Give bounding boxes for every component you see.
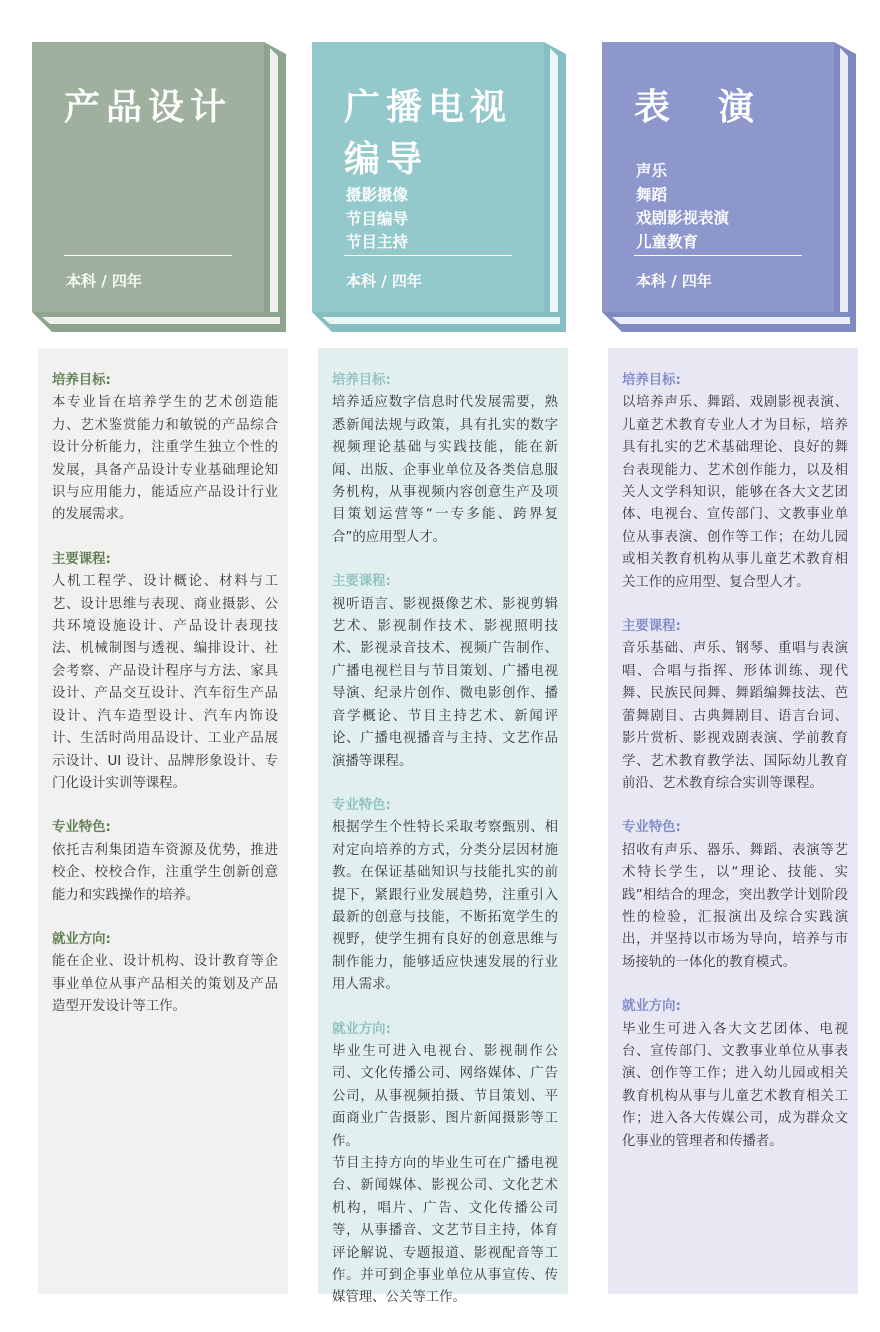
major-title: 广播电视 编导	[344, 87, 513, 180]
section-training-goal	[622, 370, 848, 594]
section-heading: 主要课程:	[52, 551, 111, 567]
sub-direction: 节目主持	[346, 233, 409, 251]
section-heading: 就业方向:	[332, 1021, 391, 1037]
section-heading: 专业特色:	[622, 820, 681, 836]
section-text: 招收有声乐、器乐、舞蹈、表演等艺术特长学生，以“理论、技能、实践”相结合的理念，突出教学计划阶段性的检验，汇报演出及综合实践演出，并坚持以市场为导向，培养与市场接轨的一体化的教育模式。	[622, 842, 848, 970]
section-features	[52, 817, 278, 907]
section-heading: 专业特色:	[52, 820, 111, 836]
section-text: 毕业生可进入各大文艺团体、电视台、宣传部门、文教事业单位从事表演、创作等工作；进入幼儿园或相关教育机构从事与儿童艺术教育相关工作；进入各大传媒公司，成为群众文化事业的管理者和传播者。	[622, 1021, 848, 1149]
section-employment	[622, 996, 848, 1153]
section-heading: 培养目标:	[52, 373, 111, 388]
section-text: 视听语言、影视摄像艺术、影视剪辑艺术、影视制作技术、影视照明技术、影视录音技术、视频广告制作、广播电视栏目与节目策划、广播电视导演、纪录片创作、微电影创作、播音学概论、节目主持艺术、新闻评论、广播电视播音与主持、文艺作品演播等课程。	[332, 596, 558, 769]
sub-direction: 摄影摄像	[346, 186, 409, 204]
sub-direction: 戏剧影视表演	[636, 209, 730, 227]
section-text: 能在企业、设计机构、设计教育等企事业单位从事产品相关的策划及产品造型开发设计等工作。	[52, 954, 278, 1015]
major-header-card	[32, 42, 264, 312]
major-header-card	[312, 42, 544, 312]
section-training-goal	[52, 370, 278, 527]
sub-directions	[346, 184, 408, 255]
section-heading: 专业特色:	[332, 797, 391, 813]
major-column-performance	[602, 0, 872, 1332]
section-heading: 主要课程:	[622, 619, 681, 635]
card-side-face	[264, 42, 286, 312]
section-text: 依托吉利集团造车资源及优势，推进校企、校校合作，注重学生创新创意能力和实践操作的培养。	[52, 842, 278, 903]
card-bottom-face	[312, 312, 566, 332]
section-text: 以培养声乐、舞蹈、戏剧影视表演、儿童艺术教育专业人才为目标，培养具有扎实的艺术基础理论、良好的舞台表现能力、艺术创作能力，以及相关人文学科知识，能够在各大文艺团体、电视台、宣传部门、文教事业单位从事表演、创作等工作；在幼儿园或相关教育机构从事儿童艺术教育相关工作的应用型、复合型人才。	[622, 395, 848, 590]
section-main-courses	[622, 616, 848, 795]
card-bottom-face	[602, 312, 856, 332]
sub-directions	[636, 160, 729, 254]
section-employment	[332, 1019, 558, 1310]
header-divider	[64, 255, 232, 256]
section-text: 音乐基础、声乐、钢琴、重唱与表演唱、合唱与指挥、形体训练、现代舞、民族民间舞、舞蹈编舞技法、芭蕾舞剧目、古典舞剧目、语言台词、影片赏析、影视戏剧表演、学前教育学、艺术教育教学法、国际幼儿教育前沿、艺术教育综合实训等课程。	[622, 641, 848, 791]
degree-duration: 本科 / 四年	[66, 272, 142, 290]
section-heading: 主要课程:	[332, 574, 391, 590]
section-heading: 就业方向:	[622, 999, 681, 1015]
major-detail-panel	[608, 348, 858, 1294]
sub-direction: 节目编导	[346, 209, 409, 228]
section-text: 毕业生可进入电视台、影视制作公司、文化传播公司、网络媒体、广告公司，从事视频拍摄、节目策划、平面商业广告摄影、图片新闻摄影等工作。	[332, 1043, 558, 1149]
header-divider	[344, 255, 512, 256]
sub-direction: 儿童教育	[636, 232, 699, 251]
major-detail-panel	[318, 348, 568, 1306]
section-features	[622, 817, 848, 974]
major-title: 产品设计	[64, 87, 233, 128]
section-training-goal	[332, 370, 558, 549]
section-heading: 就业方向:	[52, 931, 111, 947]
major-column-product-design	[32, 0, 302, 1332]
section-heading: 培养目标:	[622, 373, 681, 388]
section-main-courses	[52, 549, 278, 795]
sub-direction: 声乐	[636, 162, 668, 180]
section-main-courses	[332, 571, 558, 773]
degree-duration: 本科 / 四年	[636, 272, 712, 290]
section-features	[332, 795, 558, 997]
sub-direction: 舞蹈	[636, 185, 668, 204]
section-text: 本专业旨在培养学生的艺术创造能力、艺术鉴赏能力和敏锐的产品综合设计分析能力，注重学生独立个性的发展，具备产品设计专业基础理论知识与应用能力，能适应产品设计行业的发展需求。	[52, 395, 278, 523]
section-text: 根据学生个性特长采取考察甄别、相对定向培养的方式，分类分层因材施教。在保证基础知识与技能扎实的前提下，紧跟行业发展趋势，注重引入最新的创意与技能，不断拓宽学生的视野，使学生拥有良好的创意思维与制作能力，能够适应快速发展的行业用人需求。	[332, 820, 558, 993]
section-text: 培养适应数字信息时代发展需要，熟悉新闻法规与政策，具有扎实的数字视频理论基础与实践技能，能在新闻、出版、企事业单位及各类信息服务机构，从事视频内容创意生产及项目策划运营等“一专多能、跨界复合”的应用型人才。	[332, 395, 558, 545]
major-header-card	[602, 42, 834, 312]
card-side-face	[834, 42, 856, 312]
section-employment	[52, 929, 278, 1019]
header-divider	[634, 255, 802, 256]
section-text-extra: 节目主持方向的毕业生可在广播电视台、新闻媒体、影视公司、文化艺术机构，唱片、广告、文化传播公司等，从事播音、文艺节目主持，体育评论解说、专题报道、影视配音等工作。并可到企事业单位从事宣传、传媒管理、公关等工作。	[332, 1156, 558, 1306]
card-bottom-face	[32, 312, 286, 332]
card-side-face	[544, 42, 566, 312]
major-detail-panel	[38, 348, 288, 1294]
major-column-broadcast	[312, 0, 582, 1332]
section-heading: 培养目标:	[332, 373, 391, 388]
degree-duration: 本科 / 四年	[346, 272, 422, 290]
section-text: 人机工程学、设计概论、材料与工艺、设计思维与表现、商业摄影、公共环境设施设计、产品设计表现技法、机械制图与透视、编排设计、社会考察、产品设计程序与方法、家具设计、产品交互设计、汽车衍生产品设计、汽车造型设计、汽车内饰设计、生活时尚用品设计、工业产品展示设计、UI 设计、品牌形象设计、专门化设计实训等课程。	[52, 574, 278, 791]
major-title: 表 演	[634, 87, 761, 128]
